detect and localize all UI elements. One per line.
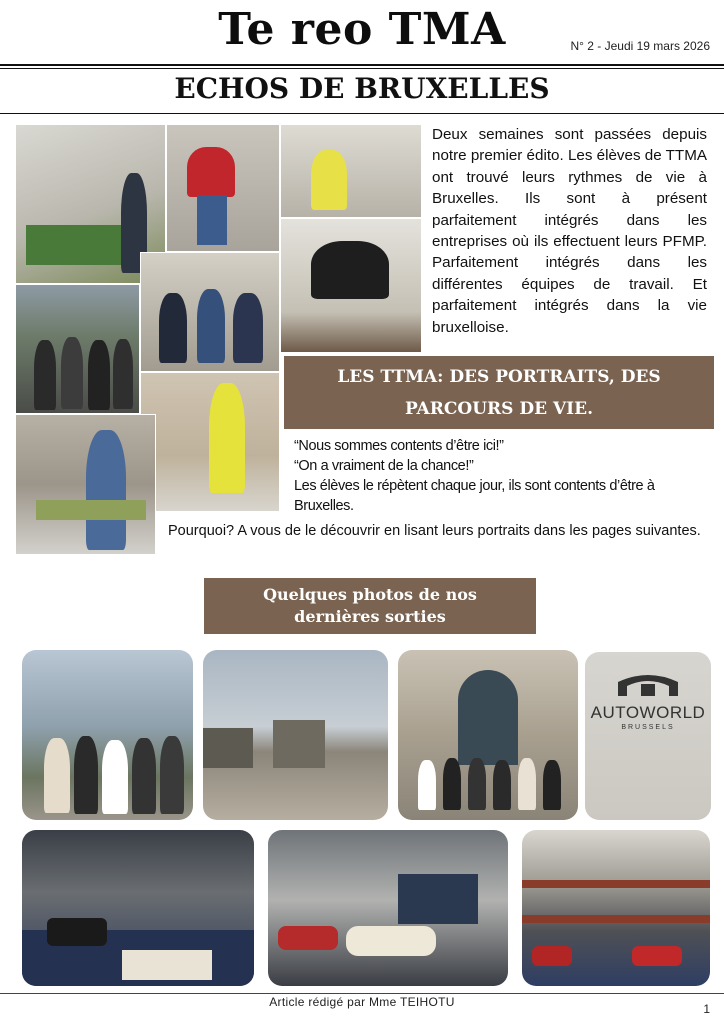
photo-group-outdoor xyxy=(15,284,140,414)
newspaper-title: Te reo TMA xyxy=(218,4,506,55)
photo-autoworld-sign xyxy=(585,652,711,820)
autoworld-logo xyxy=(585,672,711,731)
issue-info: N° 2 - Jeudi 19 mars 2026 xyxy=(570,39,710,53)
photo-outing-fountain xyxy=(22,650,193,820)
student-quotes xyxy=(294,436,714,516)
quote-2: “On a vraiment de la chance!” xyxy=(294,458,474,474)
section-rule xyxy=(0,113,724,114)
section-title: ECHOS DE BRUXELLES xyxy=(174,72,550,105)
byline: Article rédigé par Mme TEIHOTU xyxy=(269,995,455,1009)
photo-museum-hall-2 xyxy=(268,830,508,986)
photo-workshop-4 xyxy=(280,218,422,353)
photo-outing-museum-entrance xyxy=(398,650,578,820)
autoworld-city: BRUSSELS xyxy=(621,724,675,731)
autoworld-name: AUTOWORLD xyxy=(590,703,706,722)
header-rule xyxy=(0,64,724,66)
photo-workshop-7 xyxy=(15,414,156,555)
why-paragraph: Pourquoi? A vous de le découvrir en lisant leurs portraits dans les pages suivantes. xyxy=(168,523,701,539)
quote-3: Les élèves le répètent chaque jour, ils sont contents d’être à Bruxelles. xyxy=(294,478,655,514)
photos-banner xyxy=(204,578,536,634)
photos-banner-line2: dernières sorties xyxy=(294,607,446,626)
photos-banner-line1: Quelques photos de nos xyxy=(263,585,477,604)
header-rule-thin xyxy=(0,68,724,69)
autoworld-arch-icon xyxy=(613,672,683,698)
photo-workshop-5 xyxy=(140,252,280,372)
photo-workshop-2 xyxy=(166,124,280,252)
quote-1: “Nous sommes contents d’être ici!” xyxy=(294,438,504,454)
photo-outing-arch xyxy=(203,650,388,820)
photo-museum-hall-3 xyxy=(522,830,710,986)
photo-workshop-3 xyxy=(280,124,422,218)
portraits-banner-line2: PARCOURS DE VIE. xyxy=(405,399,593,419)
portraits-banner xyxy=(284,356,714,429)
photo-workshop-6 xyxy=(140,372,280,512)
portraits-banner-line1: LES TTMA: DES PORTRAITS, DES xyxy=(337,367,661,387)
page-number: 1 xyxy=(703,1002,710,1016)
photo-museum-hall-1 xyxy=(22,830,254,986)
footer-rule xyxy=(0,993,724,994)
intro-paragraph: Deux semaines sont passées depuis notre premier édito. Les élèves de TTMA ont trouvé leurs rythmes de vie à Bruxelles. Ils sont à présent parfaitement intégrés dans les entreprises où ils effectuent leurs PFMP. Parfaitement intégrés dans les différentes équipes de travail. Et parfaitement intégrés dans la vie bruxelloise. xyxy=(432,126,707,336)
